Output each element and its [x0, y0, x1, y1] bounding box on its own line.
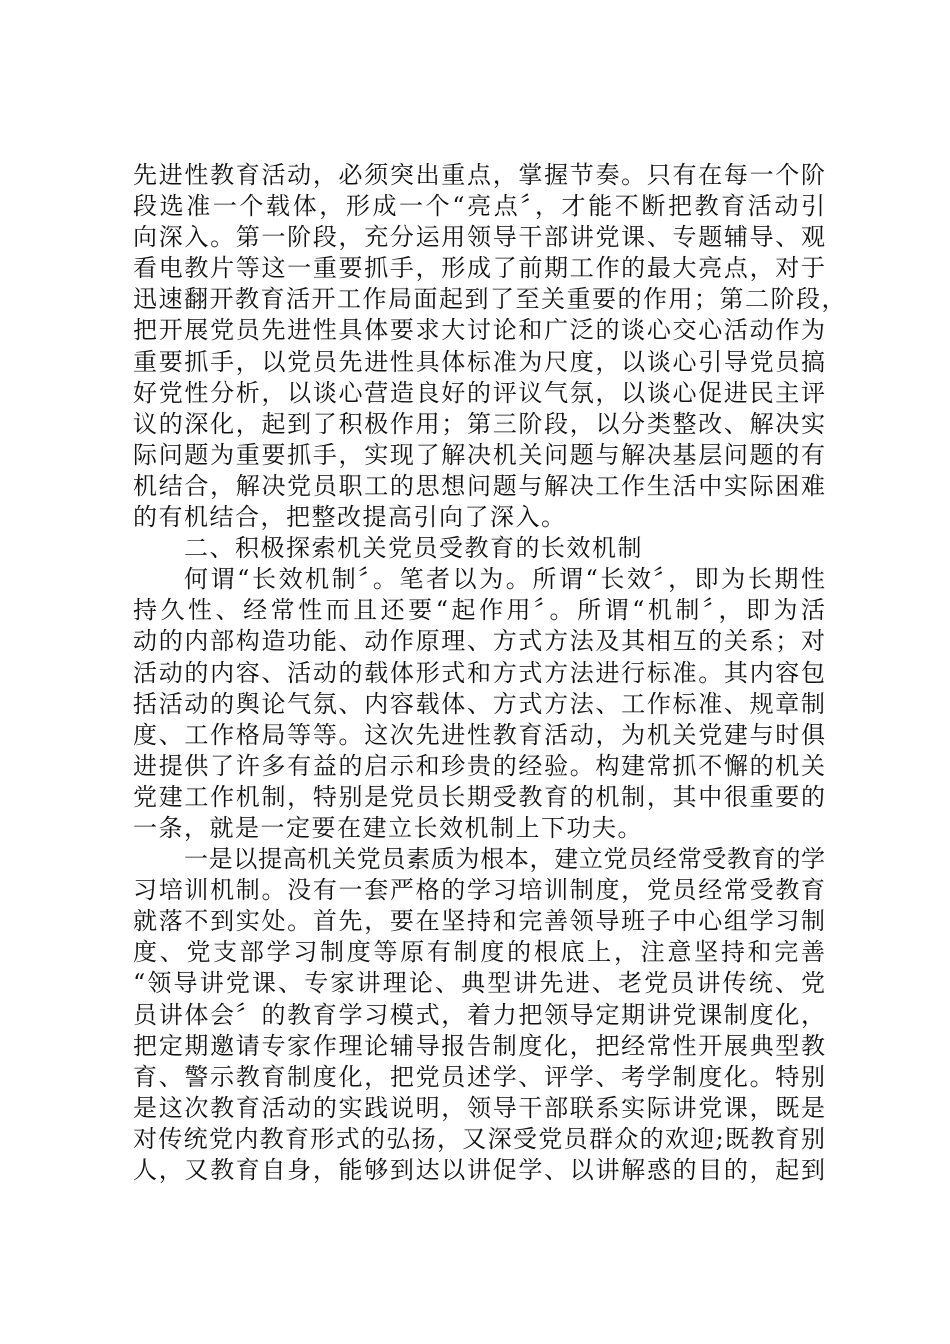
document-body [133, 160, 847, 1186]
text-line: 党建工作机制，特别是党员长期受教育的机制，其中很重要的 [133, 782, 825, 811]
text-line: 度、党支部学习制度等原有制度的根底上，注意坚持和完善 [133, 938, 825, 967]
text-line: 人，又教育自身，能够到达以讲促学、以讲解惑的目的，起到 [133, 1156, 825, 1184]
text-line: 何谓“长效机制〞。笔者以为。所谓“长效〞，即为长期性 [184, 565, 825, 594]
text-line: 看电教片等这一重要抓手，形成了前期工作的最大亮点，对于 [133, 254, 825, 283]
text-line: 把开展党员先进性具体要求大讨论和广泛的谈心交心活动作为 [133, 316, 825, 345]
text-line: 度、工作格局等等。这次先进性教育活动，为机关党建与时俱 [133, 720, 825, 749]
text-line: 段选准一个载体，形成一个“亮点〞，才能不断把教育活动引 [133, 192, 825, 221]
text-line: 际问题为重要抓手，实现了解决机关问题与解决基层问题的有 [133, 440, 825, 469]
paragraph [133, 844, 825, 1186]
text-line: 育、警示教育制度化，把党员述学、评学、考学制度化。特别 [133, 1062, 825, 1091]
paragraph [133, 160, 847, 533]
text-line: 议的深化，起到了积极作用；第三阶段，以分类整改、解决实 [133, 409, 825, 438]
text-line: 一条，就是一定要在建立长效机制上下功夫。 [133, 813, 643, 842]
text-line: 把定期邀请专家作理论辅导报告制度化，把经常性开展典型教 [133, 1031, 825, 1060]
section-heading [133, 533, 825, 564]
text-line: 向深入。第一阶段，充分运用领导干部讲党课、专题辅导、观 [133, 223, 825, 252]
text-line: 先进性教育活动，必须突出重点，掌握节奏。只有在每一个阶 [133, 161, 825, 189]
text-line: 机结合，解决党员职工的思想问题与解决工作生活中实际困难 [133, 471, 825, 500]
text-line: 是这次教育活动的实践说明，领导干部联系实际讲党课，既是 [133, 1093, 825, 1122]
text-line: 重要抓手，以党员先进性具体标准为尺度，以谈心引导党员搞 [133, 347, 825, 376]
text-line: 迅速翻开教育活开工作局面起到了至关重要的作用；第二阶段， [133, 285, 847, 314]
text-line: 持久性、经常性而且还要“起作用〞。所谓“机制〞，即为活 [133, 596, 825, 625]
text-line: 员讲体会〞的教育学习模式，着力把领导定期讲党课制度化， [133, 1000, 825, 1029]
paragraph [133, 564, 825, 844]
text-line: 对传统党内教育形式的弘扬，又深受党员群众的欢迎;既教育别 [133, 1124, 825, 1153]
section-heading-text: 二、积极探索机关党员受教育的长效机制 [184, 534, 643, 563]
text-line: 就落不到实处。首先，要在坚持和完善领导班子中心组学习制 [133, 907, 825, 936]
text-line: 进提供了许多有益的启示和珍贵的经验。构建常抓不懈的机关 [133, 751, 825, 780]
text-line: 活动的内容、活动的载体形式和方式方法进行标准。其内容包 [133, 658, 825, 687]
text-line: 动的内部构造功能、动作原理、方式方法及其相互的关系；对 [133, 627, 825, 656]
text-line: 括活动的舆论气氛、内容载体、方式方法、工作标准、规章制 [133, 689, 825, 718]
text-line: 的有机结合，把整改提高引向了深入。 [133, 503, 567, 532]
text-line: “领导讲党课、专家讲理论、典型讲先进、老党员讲传统、党 [133, 969, 825, 998]
text-line: 习培训机制。没有一套严格的学习培训制度，党员经常受教育 [133, 876, 825, 905]
text-line: 一是以提高机关党员素质为根本，建立党员经常受教育的学 [184, 845, 825, 874]
text-line: 好党性分析，以谈心营造良好的评议气氛，以谈心促进民主评 [133, 378, 825, 407]
